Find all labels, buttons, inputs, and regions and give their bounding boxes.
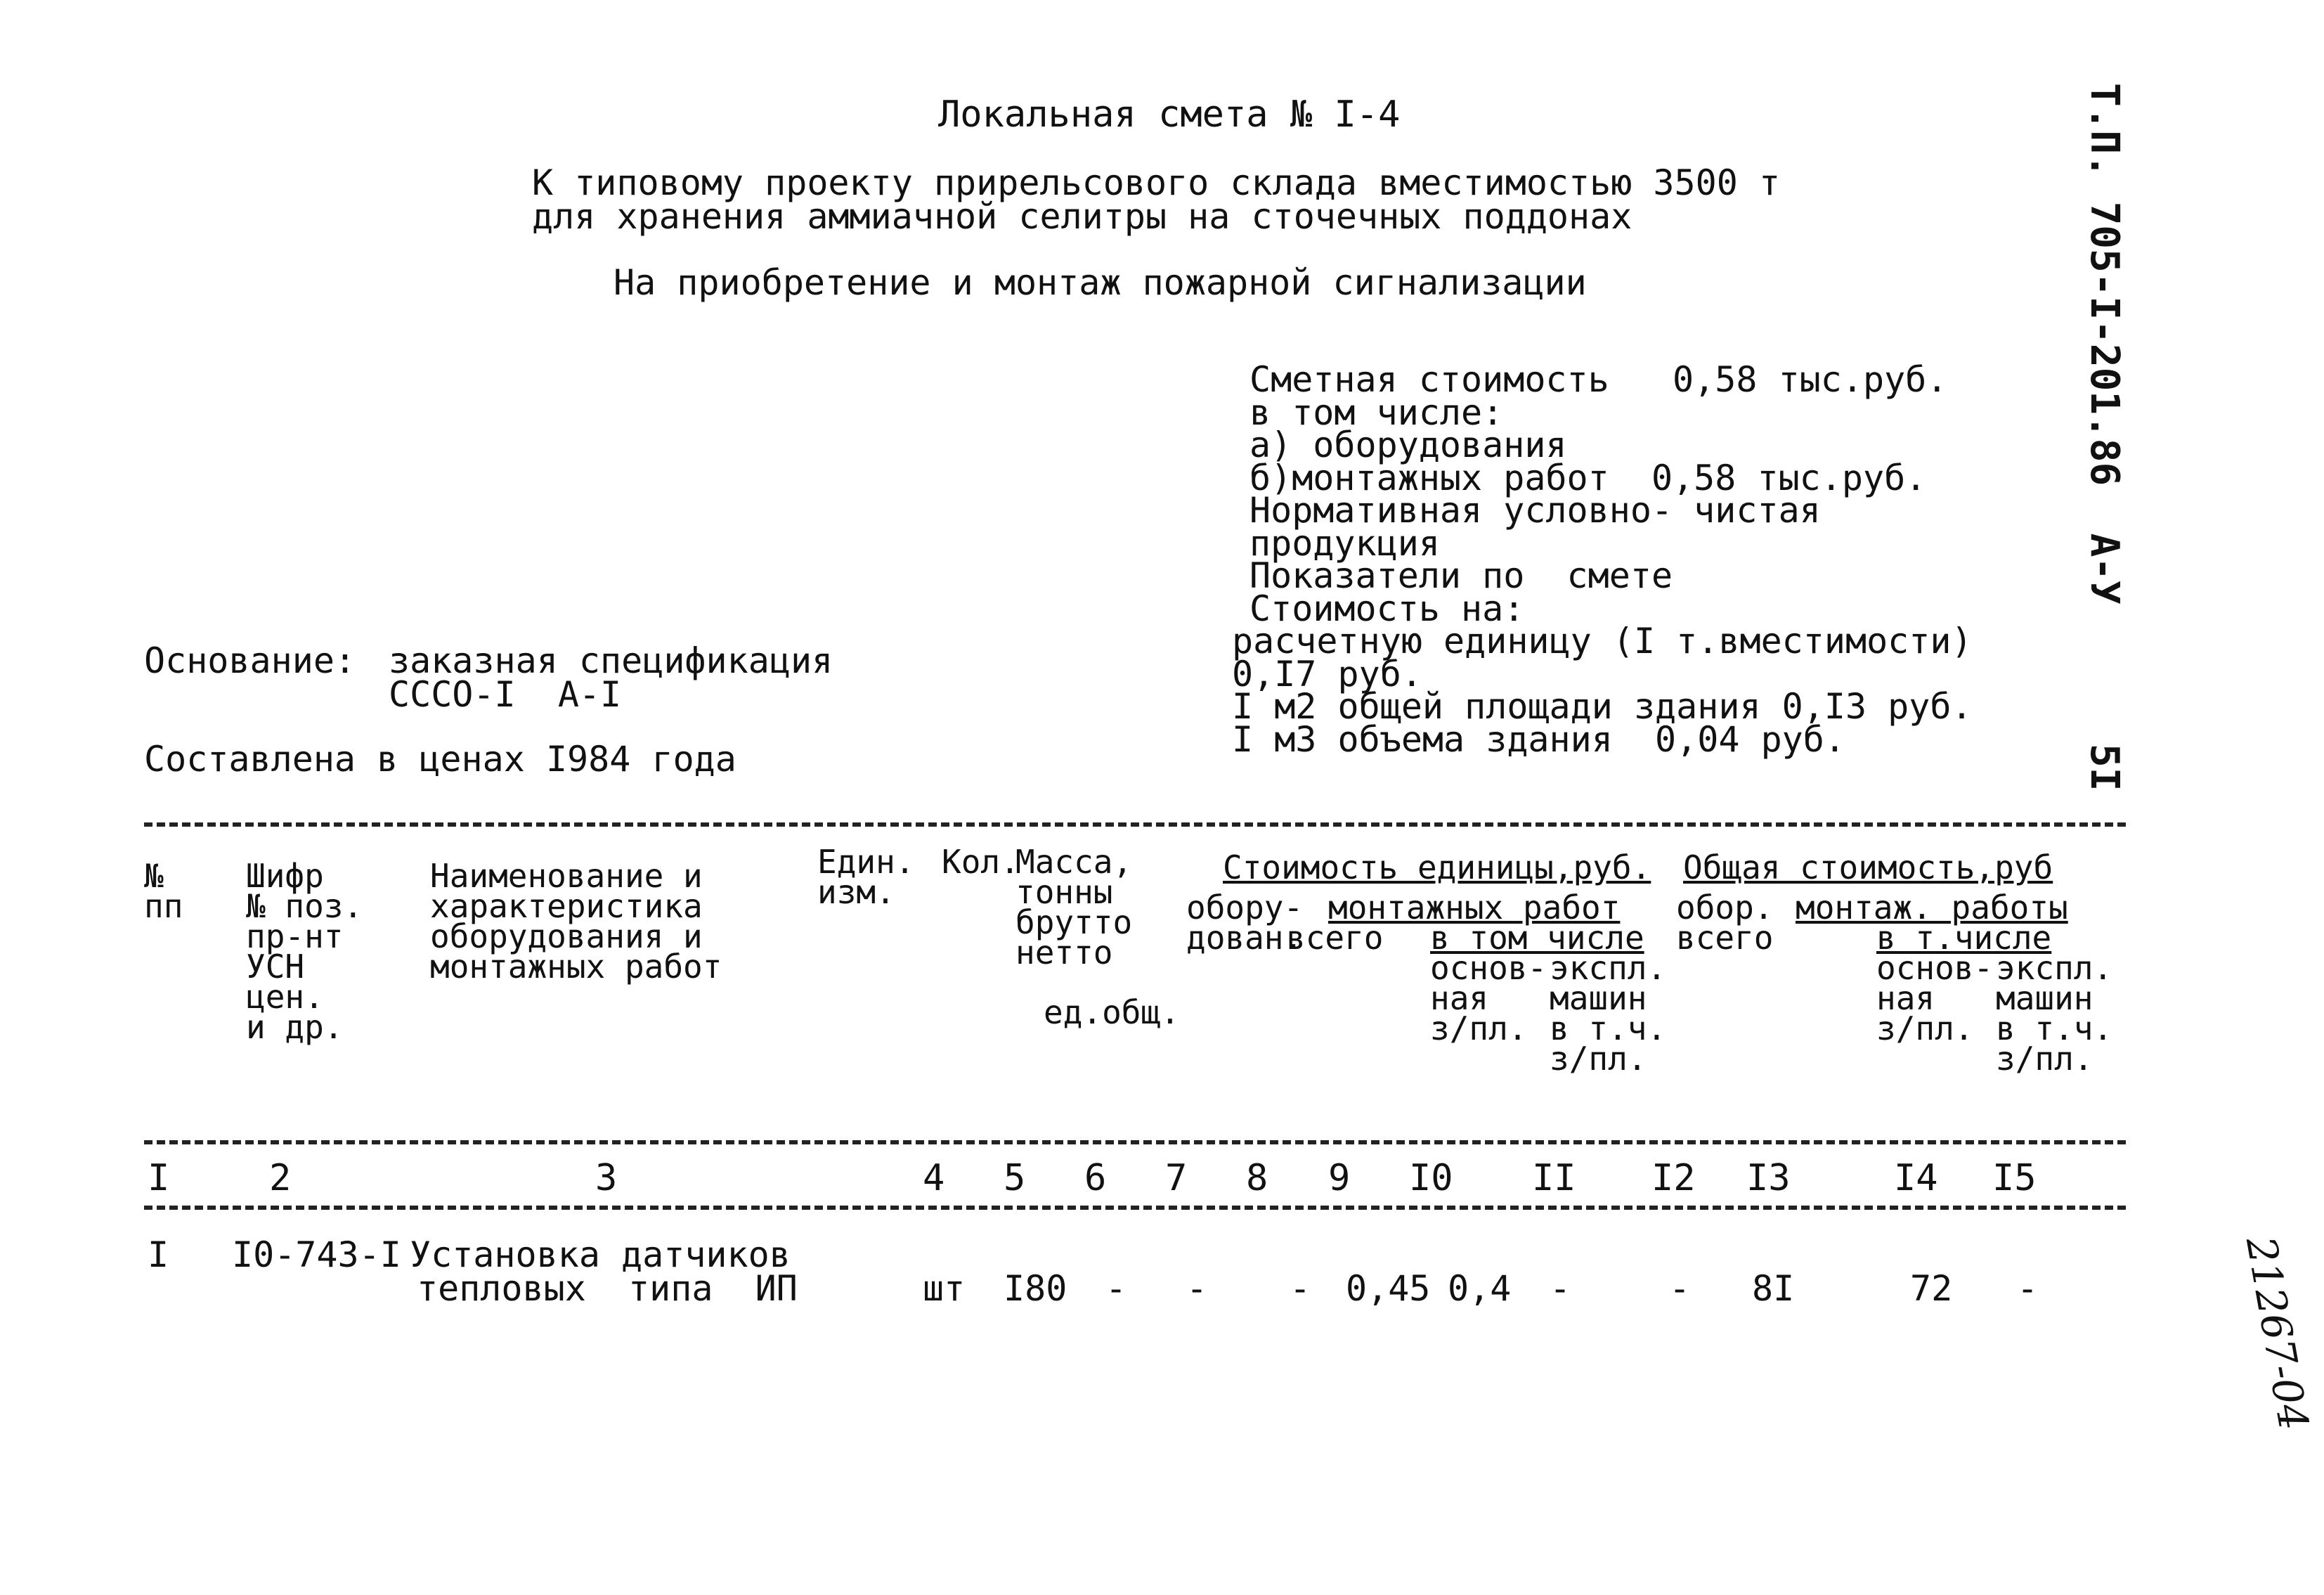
- group-header-total-mounting: монтаж. работы: [1796, 889, 2068, 926]
- col-header-total-machines: экспл. машин в т.ч. з/пл.: [1996, 949, 2113, 1078]
- row-name-line-2: тепловых типа ИП: [417, 1268, 798, 1309]
- col-header-total-equipment: обор. всего: [1676, 889, 1774, 957]
- group-header-mounting: монтажных работ: [1328, 889, 1621, 926]
- summary-line: I м2 общей площади здания 0,I3 руб.: [1232, 686, 1973, 727]
- summary-line: в том числе:: [1249, 392, 1504, 433]
- row-mounting-total-machines: -: [2017, 1268, 2039, 1309]
- column-number: 9: [1328, 1157, 1351, 1199]
- row-mounting-unit-machines: -: [1550, 1268, 1571, 1309]
- row-unit: шт: [923, 1268, 966, 1309]
- summary-line: а) оборудования: [1249, 425, 1567, 465]
- page-number: 5I: [2082, 744, 2127, 792]
- table-top-rule: [144, 822, 2126, 827]
- group-header-mounting-incl: в том числе: [1430, 919, 1644, 957]
- document-purpose: На приобретение и монтаж пожарной сигнализации: [614, 262, 1587, 303]
- document-title: Локальная смета № I-4: [938, 93, 1401, 136]
- basis-spec: заказная спецификация: [389, 640, 833, 681]
- row-equipment-total: -: [1669, 1268, 1691, 1309]
- column-number: 6: [1084, 1157, 1107, 1199]
- row-mounting-unit-total: 0,45: [1346, 1268, 1431, 1309]
- summary-line: Сметная стоимость 0,58 тыс.руб.: [1249, 359, 1948, 400]
- column-number: I0: [1409, 1157, 1453, 1199]
- row-number: I: [148, 1234, 169, 1275]
- col-header-main-wage: основ- ная з/пл.: [1430, 949, 1547, 1047]
- summary-line: Нормативная условно- чистая: [1249, 490, 1821, 531]
- summary-line: б)монтажных работ 0,58 тыс.руб.: [1249, 457, 1927, 498]
- column-number: I3: [1746, 1157, 1791, 1199]
- column-number: I5: [1992, 1157, 2037, 1199]
- col-header-qty: Кол.: [942, 843, 1020, 881]
- basis-label: Основание:: [144, 640, 356, 681]
- summary-line: I м3 объема здания 0,04 руб.: [1232, 718, 1845, 760]
- col-header-mass-split: ед.общ.: [1044, 993, 1180, 1031]
- col-header-unit: Един. изм.: [817, 843, 915, 911]
- row-code: I0-743-I: [232, 1234, 401, 1275]
- col-header-mass: Масса, тонны брутто нетто: [1015, 843, 1133, 971]
- col-header-machines: экспл. машин в т.ч. з/пл.: [1550, 949, 1667, 1078]
- basis-spec-code: СССО-I А-I: [389, 674, 622, 715]
- col-header-total-main-wage: основ- ная з/пл.: [1876, 949, 1994, 1047]
- column-number: II: [1532, 1157, 1576, 1199]
- document-subtitle-line-2: для хранения аммиачной селитры на сточечных поддонах: [532, 196, 1632, 237]
- column-number: I2: [1651, 1157, 1696, 1199]
- col-header-mounting-total: всего: [1286, 919, 1384, 957]
- column-number: 5: [1004, 1157, 1026, 1199]
- row-equipment-unit: -: [1290, 1268, 1311, 1309]
- col-header-equipment: обору- дован.: [1186, 889, 1304, 957]
- row-mounting-total-wage: 72: [1910, 1268, 1953, 1309]
- row-name-line-1: Установка датчиков: [410, 1234, 791, 1275]
- column-number: 3: [595, 1157, 618, 1199]
- row-mass-unit: -: [1105, 1268, 1127, 1309]
- summary-line: Показатели по смете: [1249, 555, 1673, 596]
- column-number: I4: [1894, 1157, 1938, 1199]
- group-header-total-cost: Общая стоимость,руб: [1683, 848, 2053, 886]
- prices-note: Составлена в ценах I984 года: [144, 739, 736, 780]
- cost-summary: [1232, 359, 1990, 760]
- col-header-number: № пп: [144, 857, 183, 925]
- project-code-stamp: Т.П. 705-I-201.86 А-У: [2082, 83, 2127, 605]
- table-numbers-bottom-rule: [144, 1206, 2126, 1210]
- row-mounting-total: 8I: [1752, 1268, 1795, 1309]
- column-number: 2: [269, 1157, 292, 1199]
- column-number: I: [148, 1157, 170, 1199]
- table-header-bottom-rule: [144, 1140, 2126, 1144]
- document-subtitle-line-1: К типовому проекту прирельсового склада вместимостью 3500 т: [532, 162, 1781, 203]
- row-mounting-unit-wage: 0,4: [1448, 1268, 1512, 1309]
- summary-line: Стоимость на:: [1249, 588, 1525, 629]
- summary-line: 0,I7 руб.: [1232, 653, 1422, 695]
- column-number: 7: [1165, 1157, 1188, 1199]
- group-header-total-mounting-incl: в т.числе: [1876, 919, 2052, 957]
- col-header-name: Наименование и характеристика оборудования и монтажных работ: [430, 857, 722, 986]
- summary-line: продукция: [1249, 522, 1440, 564]
- row-quantity: I80: [1004, 1268, 1067, 1309]
- handwritten-inventory-number: 21267-04: [2236, 1233, 2318, 1434]
- row-mass-total: -: [1186, 1268, 1208, 1309]
- summary-line: расчетную единицу (I т.вместимости): [1232, 621, 1973, 661]
- col-header-code: Шифр № поз. пр-нт УСН цен. и др.: [246, 857, 363, 1046]
- group-header-unit-cost: Стоимость единицы,руб.: [1223, 848, 1651, 886]
- column-number: 4: [923, 1157, 945, 1199]
- column-number: 8: [1246, 1157, 1268, 1199]
